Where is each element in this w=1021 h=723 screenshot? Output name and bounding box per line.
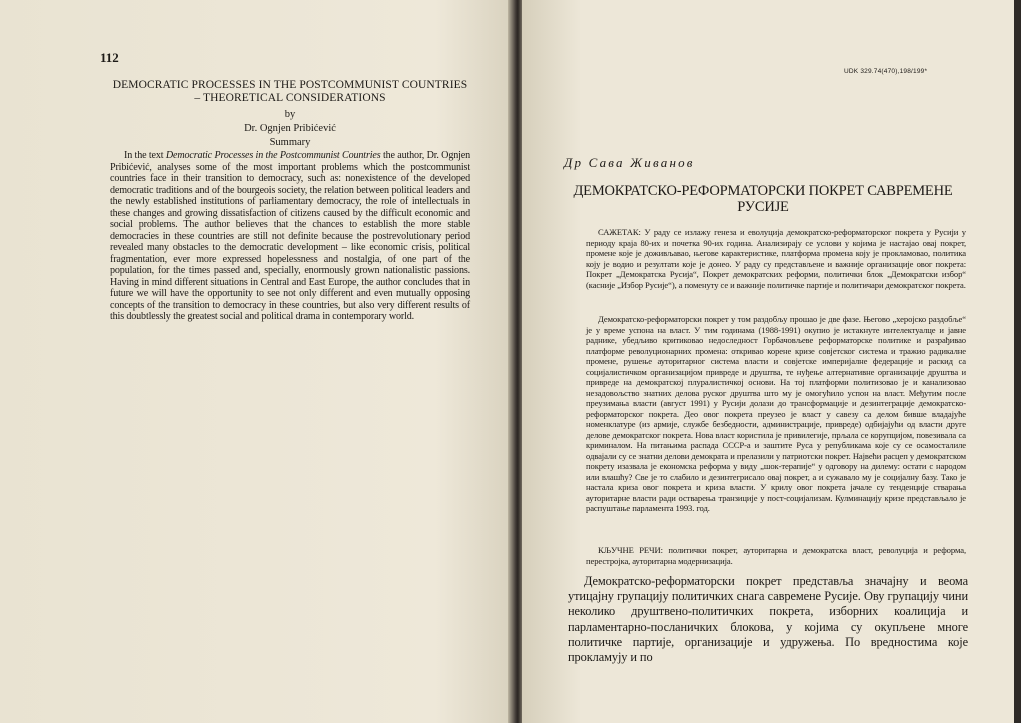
summary-text: the author, Dr. Ognjen Pribićević, analyses some of the most important problems which the postcommunist countries face in their transition to democracy, such as: nonexistence of the developed democratic traditions and of the bourgeois society, the relation between political leaders and the newly established institutions of parliamentary democracy, the role of intellectuals in these changes and growing dissatisfaction of citizens caused by the difficult economic and social problems. The author believes that the chances to establish the more stable democracies in these countries are still not definite because the postrevolutionary period revealed many obstacles to the democratic development – like economic crisis, political fragmentation, ever more expressed hopelessness and nostalgia, of one part of the population, for the times passed and, specially, enormously grown nationalistic passions. Having in mind different situations in Central and East Europe, the author concludes that in future we will have the opportunity to see not only different and even mutually opposing concepts of the transition to democracy in these countries, but also very different results of this doubtlessly the greatest social and political drama in contemporary world. xyxy=(110,150,470,322)
article-title: DEMOCRATIC PROCESSES IN THE POSTCOMMUNIST COUNTRIES – THEORETICAL CONSIDERATIONS xyxy=(112,79,468,104)
summary-heading: Summary xyxy=(269,137,311,148)
page-edge xyxy=(1014,0,1021,723)
byline: by xyxy=(284,109,296,120)
summary-italic-title: Democratic Processes in the Postcommunist Countries xyxy=(165,150,381,161)
summary-lead: In the text xyxy=(124,150,166,161)
page-number: 112 xyxy=(100,50,119,65)
abstract-paragraph: САЖЕТАК: У раду се излажу генеза и еволуција демократско-реформаторског покрета у Русији у периоду краја 80-их и почетка 90-их година. Анализирају се услови у којима је настајао овај покрет, промене које је доживљавао, његове карактеристике, платформа промена коју је прокламовао, политика коју је водио и резултати које је донео. У раду су представљене и важније организације овог покрета: Покрет „Демократска Русија“, Покрет демократских реформи, политички блок „Демократски избор“ (касније „Избор Русије“), а поменуту се и важније политичке партије и политичари демократског покрета. xyxy=(586,227,966,290)
summary-body-paragraph: Демократско-реформаторски покрет у том раздобљу прошао је две фазе. Његово „херојско раздобље“ је у време успона на власт. У тим годинама (1988-1991) окупио је истакнуте интелектуалце и јавне раднике, убедљиво критиковао недоследност Горбачовљеве реформаторске политике и разрађивао платформе револуционарних промена: откривао корене кризе совјетског система и тражио радикалне промене, рушење ауторитарног система власти и совјетске империјалне федерације и раскид са социјалистичком организацијом привреде и друштва, те нуђење алтернативне организације друштва и привреде на демократској плуралистичкој основи. На тој платформи политизовао је и канализовао незадовољство знатних делова руског друштва што му је омогућило успон на власт. Међутим после преузимања власти (август 1991) у Русији долази до трансформације и дезинтеграције демократско-реформаторског покрета. Део овог покрета преузео је власт у савезу са делом бивше владајуће номенклатуре (из армије, службе безбедности, администрације, привреде) одбијајући од власти друге делове демократског покрета. Нова власт користила је привилегије, прљала се корупцијом, повезивала са криминалом. На питањима распада СССР-а и заштите Руса у републикама које су се осамосталиле одвајали су се знатни делови демократа и прелазили у патриотски покрет. Највећи расцеп у демократском покрету изазвала је економска реформа у виду „шок-терапије“ у одговору на дилему: остати с народом или влашћу? Све је то слабило и дезинтегрисало овај покрет, а и сужавало му је социјалну базу. Тако је настала криза овог покрета и криза власти. У крилу овог покрета јачале су тенденције стварања ауторитарне власти ради остварења транзиције у пост-социјализам. Кулминацију кризе представљало је распуштање парламента 1993. год. xyxy=(586,314,966,513)
summary-paragraph xyxy=(110,150,470,323)
author-name: Dr. Ognjen Pribićević xyxy=(244,123,336,134)
article-title-cyrillic: ДЕМОКРАТСКО-РЕФОРМАТОРСКИ ПОКРЕТ САВРЕМЕНЕ РУСИЈЕ xyxy=(573,183,953,215)
keywords: КЉУЧНЕ РЕЧИ: политички покрет, ауторитарна и демократска власт, револуција и реформа, перестројка, ауторитарна модернизација. xyxy=(586,545,966,566)
author-name-cyrillic: Др Сава Живанов xyxy=(564,155,695,170)
udk-code: UDK 329.74(470),198/199* xyxy=(844,68,928,75)
main-text-paragraph: Демократско-реформаторски покрет представља значајну и веома утицајну групацију политичких снага савремене Русије. Ову групацију чини неколико друштвено-политичких покрета, изборних коалиција и парламентарно-посланичких блокова, у којима су окупљене многе политичке партије, организације и удружења. По вредностима које прокламују и по xyxy=(568,574,968,665)
